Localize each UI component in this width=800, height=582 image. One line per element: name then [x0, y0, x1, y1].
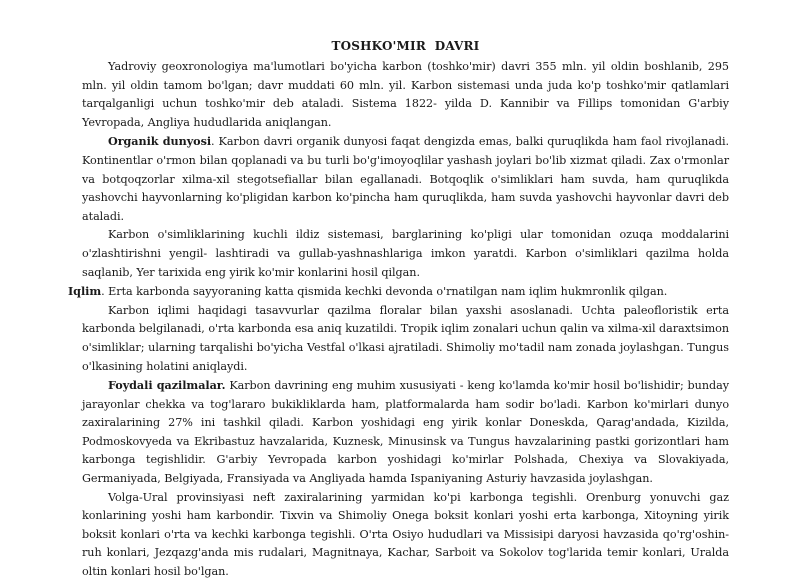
paragraph-text: Karbon davrining eng muhim xususiyati - keng ko'lamda ko'mir hosil bo'lishidir; bunday jarayonlar chekka va tog'lararo bukikliklarda ham, platformalarda ham sodir bo'ladi. Karbon ko'mirlari dunyo zaxiralarining 27% ini tashkil qiladi. Karbon yoshidagi eng yirik konlar Doneskda, Qarag'andada, Kizilda, Podmoskovyeda va Ekribastuz havzalarida, Kuznesk, Minusinsk va Tungus havzalarining pastki gorizontlari ham karbonga tegishlidir. G'arbiy Yevropada karbon yoshidagi ko'mirlar Polshada, Chexiya va Slovakiyada, Germaniyada, Belgiyada, Fransiyada va Angliyada hamda Ispaniyaning Asturiy havzasida joylashgan.: [82, 379, 729, 486]
paragraph-intro: [82, 58, 729, 132]
paragraph-heading-climate: Iqlim: [68, 284, 102, 299]
document-page: [68, 36, 730, 582]
paragraph-heading-minerals: Foydali qazilmalar.: [108, 378, 226, 393]
paragraph-text: . Karbon davri organik dunyosi faqat dengizda emas, balki quruqlikda ham faol rivojlanadi. Kontinentlar o'rmon bilan qoplanadi va bu turli bo'g'imoyoqlilar yashash joylari bo'lib xizmat qiladi. Zax o'rmonlar va botqoqzorlar xilma-xil stegotsefiallar bilan egallanadi. Botqoqlik o'simliklari ham suvda, ham quruqlikda yashovchi hayvonlarning ko'pligidan karbon ko'pincha ham quruqlikda, ham suvda yashovchi hayvonlar davri deb ataladi.: [82, 135, 730, 223]
document-title: TOSHKO'MIR DAVRI: [331, 39, 480, 53]
paragraph-text: Karbon iqlimi haqidagi tasavvurlar qazilma floralar bilan yaxshi asoslanadi. Uchta paleofloristik erta karbonda belgilanadi, o'rta karbonda esa aniq kuzatildi. Tropik iqlim zonalari uchun qalin va xilma-xil daraxtsimon o'simliklar; ularning tarqalishi bo'yicha Vestfal o'lkasi ajratiladi. Shimoliy mo'tadil nam zonada joylashgan. Tungus o'lkasining holatini aniqlaydi.: [82, 303, 729, 373]
paragraph-plants: [82, 226, 729, 282]
paragraph-heading-organic-world: Organik dunyosi: [108, 134, 212, 149]
paragraph-text: . Erta karbonda sayyoraning katta qismida kechki devonda o'rnatilgan nam iqlim hukmronlik qilgan.: [101, 285, 668, 299]
paragraph-text: Volga-Ural provinsiyasi neft zaxiralarining yarmidan ko'pi karbonga tegishli. Orenburg yonuvchi gaz konlarining yoshi ham karbondir. Tixvin va Shimoliy Onega boksit konlari yoshi erta karbonga, Xitoyning yirik boksit konlari o'rta va kechki karbonga tegishli. O'rta Osiyo hududlari va Missisipi daryosi havzasida qo'rg'oshin-ruh konlari, Jezqazg'anda mis rudalari, Magnitnaya, Kachar, Sarboit va Sokolov tog'larida temir konlari, Uralda oltin konlari hosil bo'lgan.: [82, 490, 729, 579]
paragraph-text: Yadroviy geoxronologiya ma'lumotlari bo'yicha karbon (toshko'mir) davri 355 mln. yil oldin boshlanib, 295 mln. yil oldin tamom bo'lgan; davr muddati 60 mln. yil. Karbon sistemasi unda juda ko'p toshko'mir qatlamlari tarqalganligi uchun toshko'mir deb ataladi. Sistema 1822- yilda D. Kannibir va Fillips tomonidan G'arbiy Yevropada, Angliya hududlarida aniqlangan.: [82, 60, 729, 129]
paragraph-deposits: [82, 489, 729, 582]
paragraph-text: Karbon o'simliklarining kuchli ildiz sistemasi, barglarining ko'pligi ular tomonidan ozuqa moddalarini o'zlashtirishni yengil- lashtiradi va gullab-yashnashlariga imkon yaratdi. Karbon o'simliklari qazilma holda saqlanib, Yer tarixida eng yirik ko'mir konlarini hosil qilgan.: [82, 228, 729, 279]
paragraph-minerals: [82, 376, 729, 489]
paragraph-climate-flora: [82, 302, 729, 376]
paragraph-climate: [68, 282, 729, 302]
paragraph-organic-world: [82, 132, 729, 226]
